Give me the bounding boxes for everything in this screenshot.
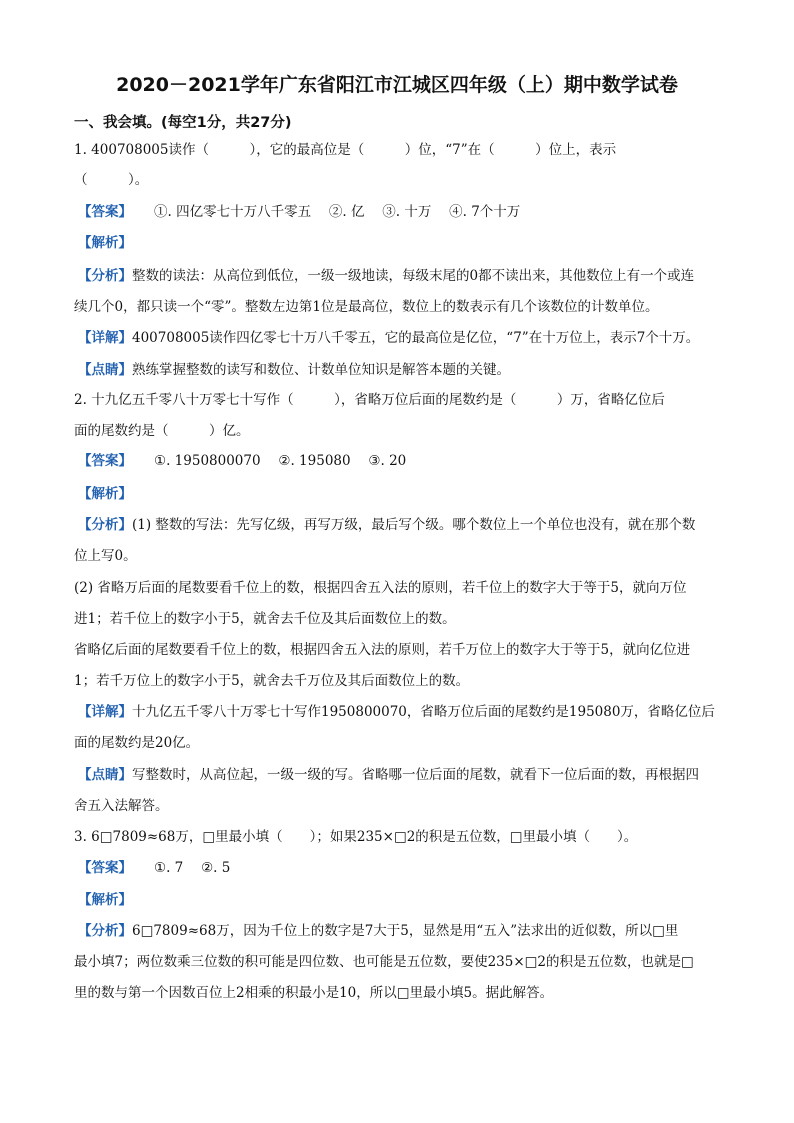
analysis-tag: 【分析】 bbox=[78, 517, 132, 533]
answer-text: ①. 1950800070 ②. 195080 ③. 20 bbox=[154, 453, 407, 469]
jiexi-tag: 【解析】 bbox=[78, 486, 132, 502]
question-2-analysis-line-1 bbox=[78, 515, 738, 535]
section-heading: 一、我会填。(每空1分，共27分) bbox=[74, 115, 292, 131]
question-3-line-1: 3. 6□7809≈68万，□里最小填（ ）；如果235×□2的积是五位数，□里最小填（ ）。 bbox=[74, 829, 638, 845]
question-2-point-line-2: 舍五入法解答。 bbox=[74, 798, 169, 814]
question-3-analysis-line-2: 最小填7；两位数乘三位数的积可能是四位数、也可能是五位数，要使235×□2的积是五位数，也就是□ bbox=[74, 954, 694, 970]
point-tag: 【点睛】 bbox=[78, 767, 132, 783]
answer-text: ①. 四亿零七十万八千零五 ②. 亿 ③. 十万 ④. 7个十万 bbox=[154, 204, 521, 220]
question-1-point bbox=[78, 360, 738, 380]
question-1-line-2: （ ）。 bbox=[74, 172, 149, 188]
point-tag: 【点睛】 bbox=[78, 362, 132, 378]
analysis-tag: 【分析】 bbox=[78, 268, 132, 284]
answer-text: ①. 7 ②. 5 bbox=[154, 860, 231, 876]
answer-tag: 【答案】 bbox=[78, 860, 132, 876]
question-2-analysis-heading bbox=[78, 484, 738, 504]
question-2-analysis-line-6: 1；若千万位上的数字小于5，就舍去千万位及其后面数位上的数。 bbox=[74, 673, 470, 689]
question-2-detail-line-2: 面的尾数约是20亿。 bbox=[74, 735, 200, 751]
analysis-text: 整数的读法：从高位到低位，一级一级地读，每级末尾的0都不读出来，其他数位上有一个或连 bbox=[132, 268, 695, 284]
detail-tag: 【详解】 bbox=[78, 330, 132, 346]
question-2-analysis-line-3: (2) 省略万后面的尾数要看千位上的数，根据四舍五入法的原则，若千位上的数字大于等于5，就向万位 bbox=[74, 580, 687, 596]
jiexi-tag: 【解析】 bbox=[78, 892, 132, 908]
analysis-tag: 【分析】 bbox=[78, 923, 132, 939]
question-3-answer bbox=[78, 858, 738, 878]
question-1-analysis-heading bbox=[78, 233, 738, 253]
question-2-analysis-line-5: 省略亿后面的尾数要看千位上的数，根据四舍五入法的原则，若千万位上的数字大于等于5，就向亿位进 bbox=[74, 642, 691, 658]
question-3-analysis-heading bbox=[78, 890, 738, 910]
detail-tag: 【详解】 bbox=[78, 704, 132, 720]
point-text: 写整数时，从高位起，一级一级的写。省略哪一位后面的尾数，就看下一位后面的数，再根据四 bbox=[132, 767, 699, 783]
question-2-detail-line-1 bbox=[78, 702, 738, 722]
question-1-detail bbox=[78, 328, 738, 348]
question-1-analysis-line-2: 续几个0，都只读一个“零”。整数左边第1位是最高位，数位上的数表示有几个该数位的计数单位。 bbox=[74, 299, 659, 315]
analysis-text: 6□7809≈68万，因为千位上的数字是7大于5，显然是用“五入”法求出的近似数，所以□里 bbox=[132, 923, 679, 939]
question-1-line-1: 1. 400708005读作（ ），它的最高位是（ ）位，“7”在（ ）位上，表示 bbox=[74, 142, 617, 158]
question-2-analysis-line-4: 进1；若千位上的数字小于5，就舍去千位及其后面数位上的数。 bbox=[74, 611, 456, 627]
question-3-analysis-line-1 bbox=[78, 921, 738, 941]
answer-tag: 【答案】 bbox=[78, 204, 132, 220]
jiexi-tag: 【解析】 bbox=[78, 235, 132, 251]
question-2-line-1: 2. 十九亿五千零八十万零七十写作（ ），省略万位后面的尾数约是（ ）万，省略亿位后 bbox=[74, 392, 665, 408]
question-3-analysis-line-3: 里的数与第一个因数百位上2相乘的积最小是10，所以□里最小填5。据此解答。 bbox=[74, 985, 554, 1001]
page-title: 2020－2021学年广东省阳江市江城区四年级（上）期中数学试卷 bbox=[116, 74, 678, 96]
point-text: 熟练掌握整数的读写和数位、计数单位知识是解答本题的关键。 bbox=[132, 362, 510, 378]
detail-text: 400708005读作四亿零七十万八千零五，它的最高位是亿位，“7”在十万位上，表示7个十万。 bbox=[132, 330, 700, 346]
question-2-point-line-1 bbox=[78, 765, 738, 785]
detail-text: 十九亿五千零八十万零七十写作1950800070，省略万位后面的尾数约是195080万，省略亿位后 bbox=[132, 704, 715, 720]
question-1-analysis-line-1 bbox=[78, 266, 738, 286]
question-2-answer bbox=[78, 451, 738, 471]
question-2-line-2: 面的尾数约是（ ）亿。 bbox=[74, 423, 250, 439]
analysis-text: (1) 整数的写法：先写亿级，再写万级，最后写个级。哪个数位上一个单位也没有，就在那个数 bbox=[132, 517, 696, 533]
question-1-answer bbox=[78, 202, 738, 222]
question-2-analysis-line-2: 位上写0。 bbox=[74, 548, 137, 564]
answer-tag: 【答案】 bbox=[78, 453, 132, 469]
